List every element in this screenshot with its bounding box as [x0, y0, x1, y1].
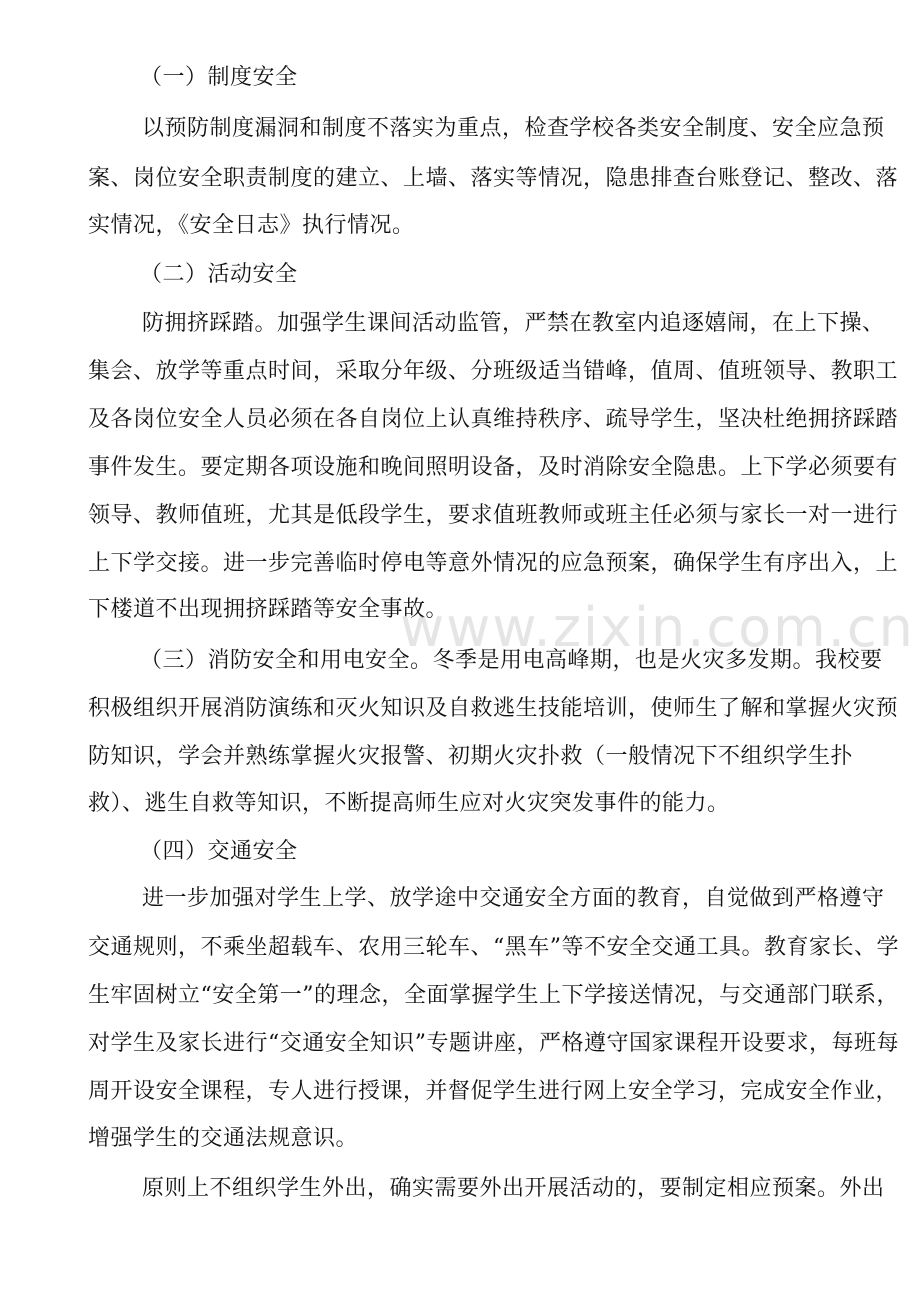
paragraph-line: 对学生及家长进行“交通安全知识”专题讲座，严格遵守国家课程开设要求，每班每 — [88, 1031, 899, 1056]
paragraph-line: 增强学生的交通法规意识。 — [88, 1126, 359, 1151]
paragraph-line: 上下学交接。进一步完善临时停电等意外情况的应急预案，确保学生有序出入，上 — [88, 551, 899, 576]
paragraph-line: 积极组织开展消防演练和灭火知识及自救逃生技能培训，使师生了解和掌握火灾预 — [88, 696, 899, 721]
paragraph-line: 周开设安全课程，专人进行授课，并督促学生进行网上安全学习，完成安全作业， — [88, 1079, 899, 1104]
paragraph-line: 生牢固树立“安全第一”的理念，全面掌握学生上下学接送情况，与交通部门联系， — [88, 983, 899, 1008]
paragraph-line: 及各岗位安全人员必须在各自岗位上认真维持秩序、疏导学生，坚决杜绝拥挤踩踏 — [88, 407, 899, 432]
paragraph-line: 救）、逃生自救等知识，不断提高师生应对火灾突发事件的能力。 — [88, 791, 730, 816]
section-heading-1: （一）制度安全 — [140, 65, 298, 90]
section-heading-2: （二）活动安全 — [140, 262, 298, 287]
paragraph-line: 事件发生。要定期各项设施和晚间照明设备，及时消除安全隐患。上下学必须要有 — [88, 455, 899, 480]
paragraph-line: 原则上不组织学生外出，确实需要外出开展活动的，要制定相应预案。外出 — [142, 1176, 885, 1201]
paragraph-line: 以预防制度漏洞和制度不落实为重点，检查学校各类安全制度、安全应急预 — [142, 116, 885, 141]
paragraph-line: 下楼道不出现拥挤踩踏等安全事故。 — [88, 597, 449, 622]
paragraph-line: 案、岗位安全职责制度的建立、上墙、落实等情况，隐患排查台账登记、整改、落 — [88, 166, 899, 191]
paragraph-line: 实情况，《安全日志》执行情况。 — [88, 213, 415, 238]
section-heading-4: （四）交通安全 — [140, 839, 298, 864]
paragraph-line: 防知识，学会并熟练掌握火灾报警、初期火灾扑救（一般情况下不组织学生扑 — [88, 744, 854, 769]
paragraph-line: （三）消防安全和用电安全。冬季是用电高峰期，也是火灾多发期。我校要 — [140, 648, 883, 673]
watermark: www.zixin.com.cn — [400, 596, 915, 659]
paragraph-line: 集会、放学等重点时间，采取分年级、分班级适当错峰，值周、值班领导、教职工 — [88, 359, 899, 384]
paragraph-line: 防拥挤踩踏。加强学生课间活动监管，严禁在教室内追逐嬉闹，在上下操、 — [142, 311, 885, 336]
paragraph-line: 交通规则，不乘坐超载车、农用三轮车、“黑车”等不安全交通工具。教育家长、学 — [88, 935, 899, 960]
paragraph-line: 领导、教师值班，尤其是低段学生，要求值班教师或班主任必须与家长一对一进行 — [88, 503, 899, 528]
paragraph-line: 进一步加强对学生上学、放学途中交通安全方面的教育，自觉做到严格遵守 — [142, 886, 885, 911]
